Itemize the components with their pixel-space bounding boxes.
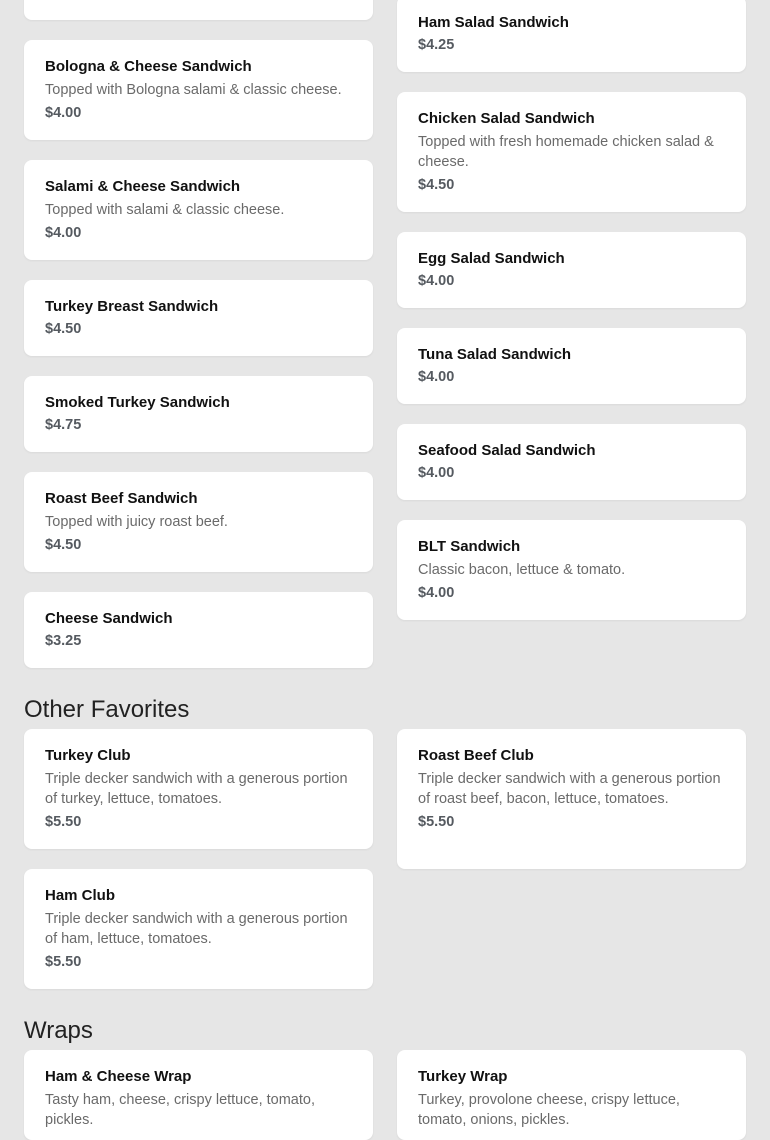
menu-item-description: Triple decker sandwich with a generous portion of roast beef, bacon, lettuce, tomatoes.	[418, 771, 721, 807]
menu-item-description: Classic bacon, lettuce & tomato.	[418, 562, 626, 578]
menu-item-description: Triple decker sandwich with a generous portion of turkey, lettuce, tomatoes.	[45, 771, 348, 807]
menu-item-price: $4.25	[418, 37, 455, 53]
menu-item-name: Smoked Turkey Sandwich	[45, 394, 230, 411]
menu-item-price: $5.50	[45, 814, 82, 830]
menu-item-name: Ham & Cheese Wrap	[45, 1068, 192, 1085]
menu-item-description: Topped with salami & classic cheese.	[45, 202, 285, 218]
menu-item-price: $4.00	[45, 225, 82, 241]
menu-item-card[interactable]	[397, 729, 746, 869]
menu-item-price: $4.00	[418, 369, 455, 385]
menu-item-name: Turkey Breast Sandwich	[45, 298, 219, 315]
menu-item-card[interactable]	[397, 328, 746, 404]
menu-item-description: Triple decker sandwich with a generous portion of ham, lettuce, tomatoes.	[45, 911, 348, 947]
menu-item-name: Cheese Sandwich	[45, 610, 173, 627]
menu-item-card[interactable]	[24, 40, 373, 140]
menu-item-price: $4.75	[45, 417, 82, 433]
menu-item-card[interactable]	[397, 1050, 746, 1140]
section-title-wraps: Wraps	[24, 1017, 93, 1044]
menu-item-price: $4.00	[418, 585, 455, 601]
menu-item-card[interactable]	[397, 520, 746, 620]
menu-item-card[interactable]	[397, 92, 746, 212]
menu-item-name: Tuna Salad Sandwich	[418, 346, 572, 363]
menu-item-name: Egg Salad Sandwich	[418, 250, 565, 267]
menu-item-card[interactable]	[397, 232, 746, 308]
menu-item-name: Ham Club	[45, 887, 116, 904]
menu-item-name: Salami & Cheese Sandwich	[45, 178, 241, 195]
menu-item-description: Topped with fresh homemade chicken salad & cheese.	[418, 134, 714, 170]
section-title-other-favorites: Other Favorites	[24, 696, 190, 723]
menu-item-card[interactable]	[24, 376, 373, 452]
menu-item-card[interactable]	[24, 280, 373, 356]
menu-item-card[interactable]	[24, 1050, 373, 1140]
menu-item-name: Seafood Salad Sandwich	[418, 442, 596, 459]
menu-item-name: Turkey Wrap	[418, 1068, 508, 1085]
menu-item-price: $4.50	[418, 177, 455, 193]
menu-item-price: $4.00	[418, 465, 455, 481]
menu-item-price: $4.50	[45, 321, 82, 337]
menu-item-description: Turkey, provolone cheese, crispy lettuce, tomato, onions, pickles.	[418, 1092, 680, 1128]
menu-item-card[interactable]	[24, 160, 373, 260]
menu-item-description: Topped with Bologna salami & classic cheese.	[45, 82, 342, 98]
menu-item-name: BLT Sandwich	[418, 538, 521, 555]
menu-item-name: Ham Salad Sandwich	[418, 14, 569, 31]
menu-item-name: Bologna & Cheese Sandwich	[45, 58, 252, 75]
menu-item-price: $5.50	[45, 954, 82, 970]
menu-item-price: $4.50	[45, 537, 82, 553]
menu-item-description: Tasty ham, cheese, crispy lettuce, tomato, pickles.	[45, 1092, 315, 1128]
menu-item-name: Roast Beef Club	[418, 747, 534, 764]
menu-item-card[interactable]	[24, 592, 373, 668]
menu-item-description: Topped with juicy roast beef.	[45, 514, 228, 530]
menu-item-card[interactable]	[24, 0, 373, 20]
menu-item-name: Turkey Club	[45, 747, 131, 764]
menu-item-name: Roast Beef Sandwich	[45, 490, 198, 507]
menu-item-card[interactable]	[24, 729, 373, 849]
menu-item-price: $5.50	[418, 814, 455, 830]
menu-item-card[interactable]	[397, 0, 746, 72]
menu-item-card[interactable]	[24, 869, 373, 989]
menu-item-price: $4.00	[418, 273, 455, 289]
menu-item-name: Chicken Salad Sandwich	[418, 110, 595, 127]
menu-item-price: $4.00	[45, 105, 82, 121]
menu-item-card[interactable]	[24, 472, 373, 572]
menu-item-card[interactable]	[397, 424, 746, 500]
menu-item-price: $3.25	[45, 633, 82, 649]
